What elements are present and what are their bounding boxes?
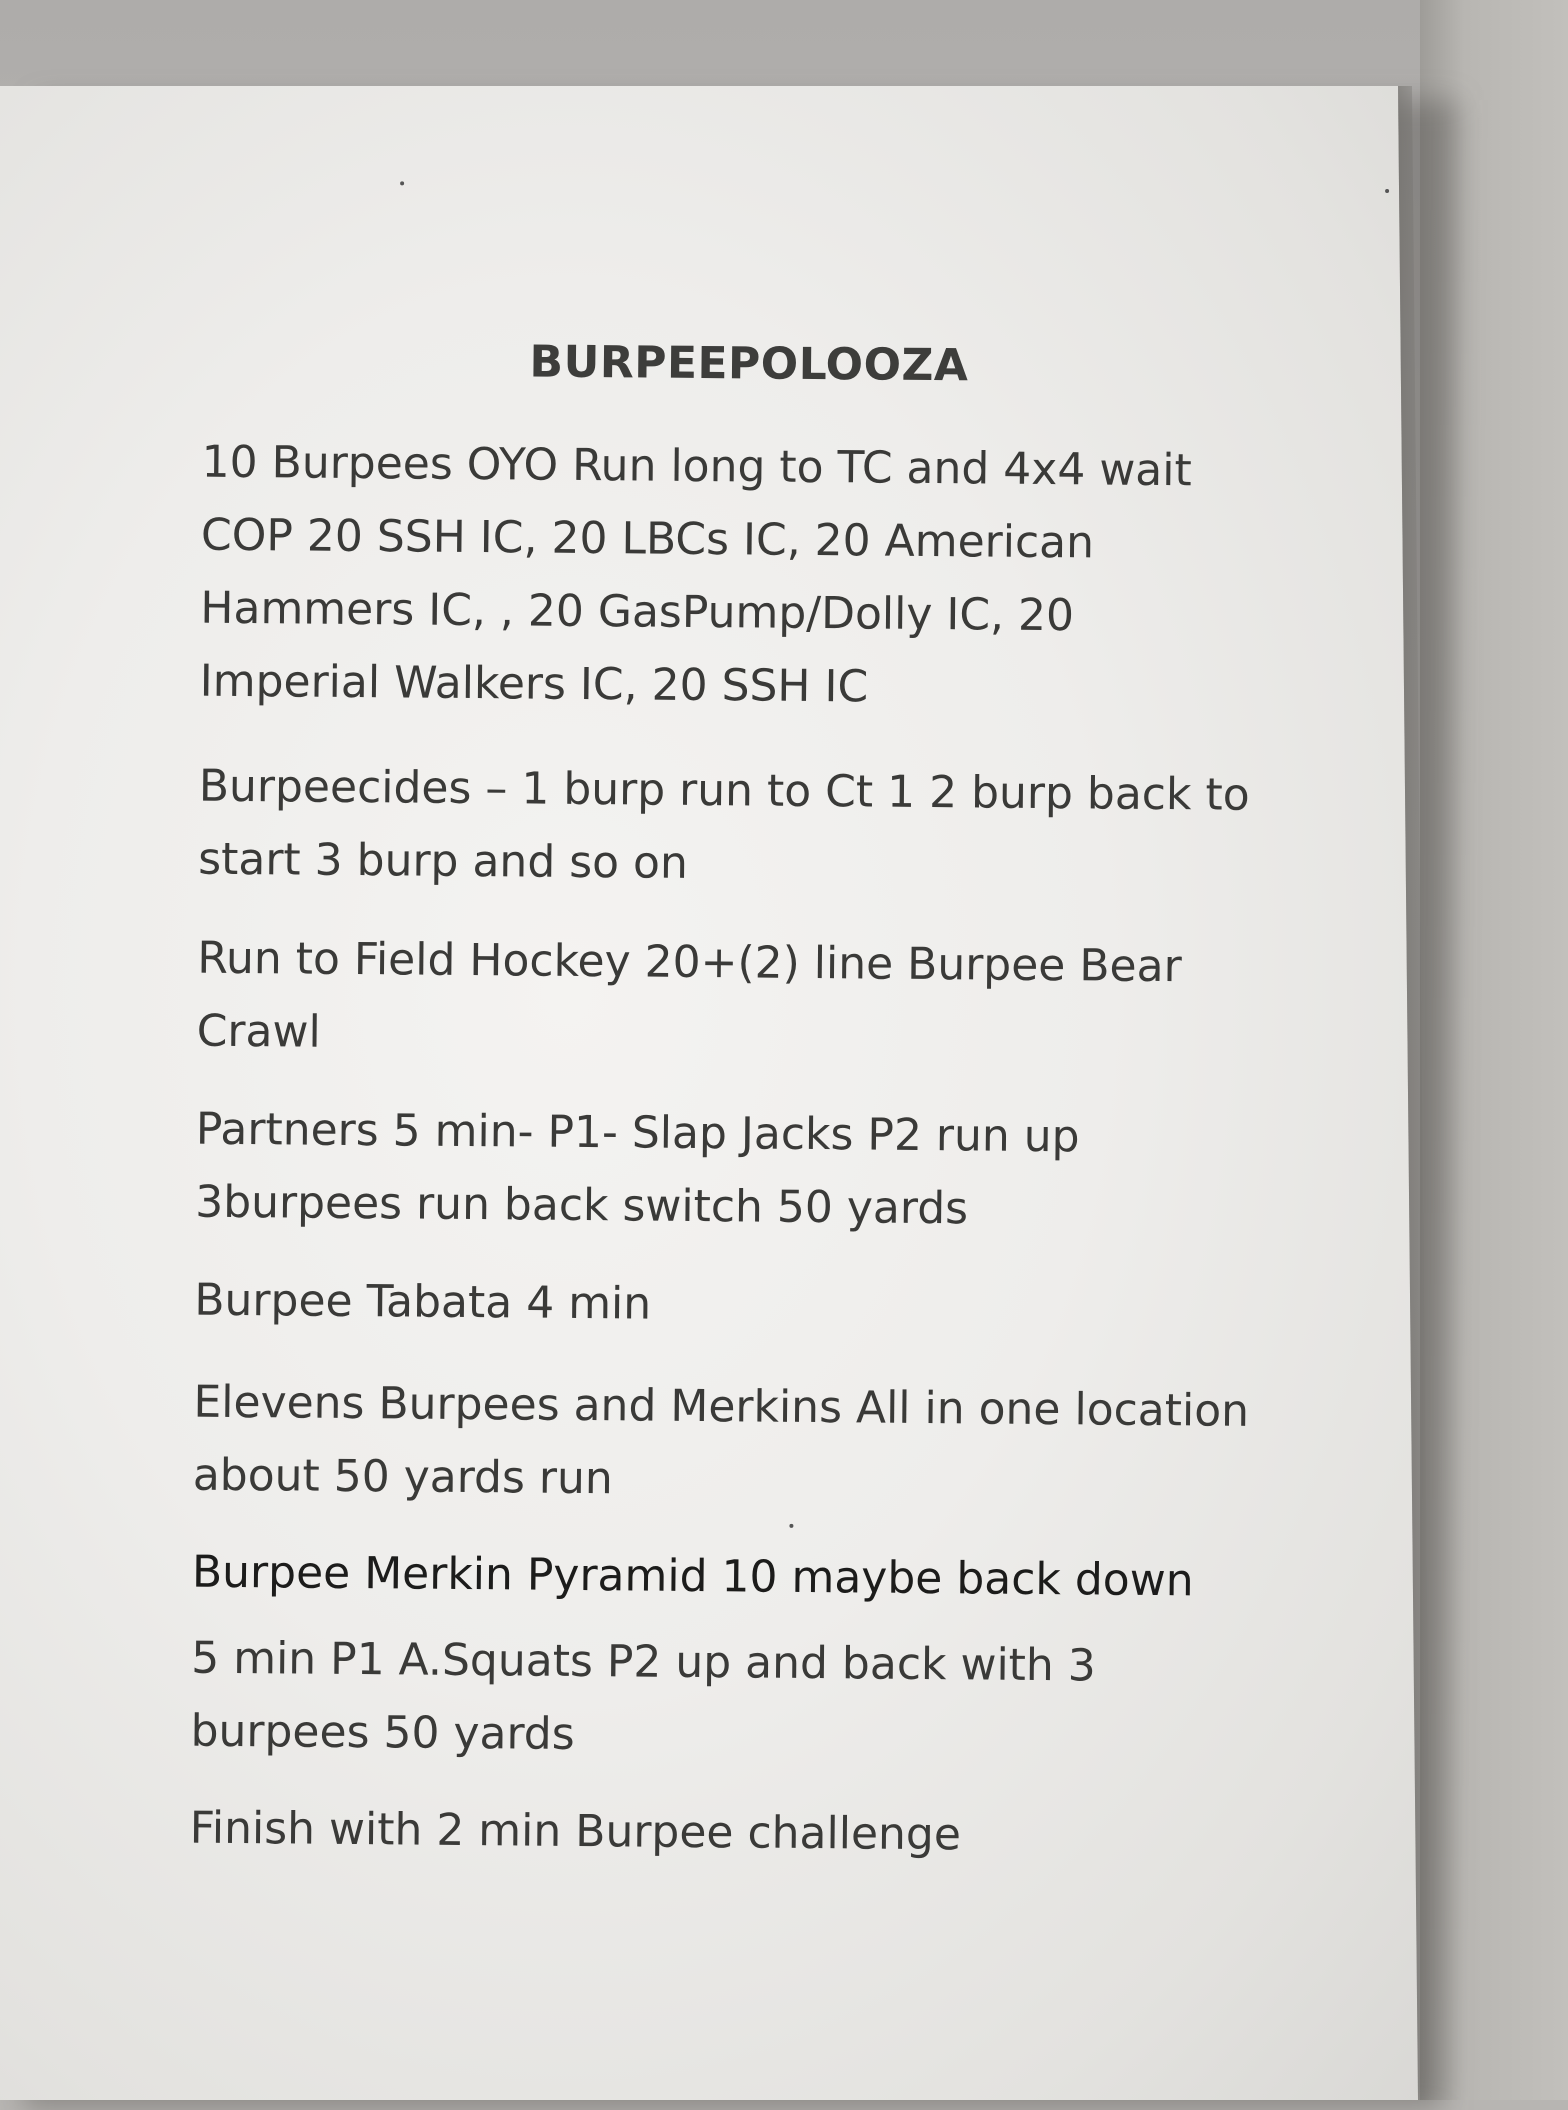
workout-step-6: [193, 1366, 1364, 1522]
text-line: 3burpees run back switch 50 yards: [194, 1176, 969, 1235]
workout-step-8: [190, 1622, 1361, 1778]
paper-speck: [400, 181, 404, 185]
workout-step-9: [189, 1792, 1360, 1875]
text-line: Finish with 2 min Burpee challenge: [189, 1802, 962, 1861]
text-line: burpees 50 yards: [190, 1705, 575, 1760]
workout-step-5: [194, 1264, 1365, 1347]
paper-speck: [1385, 189, 1389, 193]
text-line: Run to Field Hockey 20+(2) line Burpee Bear: [197, 932, 1182, 993]
text-line: 5 min P1 A.Squats P2 up and back with 3: [191, 1632, 1097, 1692]
document-title: BURPEEPOLOOZA: [529, 336, 969, 392]
paper-speck: [789, 1524, 793, 1528]
workout-step-1: [199, 426, 1372, 728]
text-line: about 50 yards run: [192, 1449, 613, 1505]
text-line: Elevens Burpees and Merkins All in one location: [193, 1376, 1250, 1437]
text-line: COP 20 SSH IC, 20 LBCs IC, 20 American: [200, 509, 1095, 569]
workout-step-7: [192, 1536, 1363, 1619]
text-line: Hammers IC, , 20 GasPump/Dolly IC, 20: [200, 582, 1075, 642]
text-line: Burpeecides – 1 burp run to Ct 1 2 burp back to: [198, 760, 1250, 821]
text-line: Imperial Walkers IC, 20 SSH IC: [199, 655, 869, 713]
workout-step-3: [196, 922, 1367, 1078]
text-line: 10 Burpees OYO Run long to TC and 4x4 wait: [201, 436, 1192, 497]
text-line: Burpee Tabata 4 min: [194, 1274, 652, 1330]
text-line: start 3 burp and so on: [197, 833, 689, 889]
text-line: Crawl: [196, 1005, 321, 1058]
text-line: Burpee Merkin Pyramid 10 maybe back down: [191, 1546, 1194, 1607]
workout-step-4: [195, 1093, 1366, 1249]
workout-step-2: [198, 750, 1369, 906]
text-line: Partners 5 min- P1- Slap Jacks P2 run up: [195, 1103, 1080, 1163]
